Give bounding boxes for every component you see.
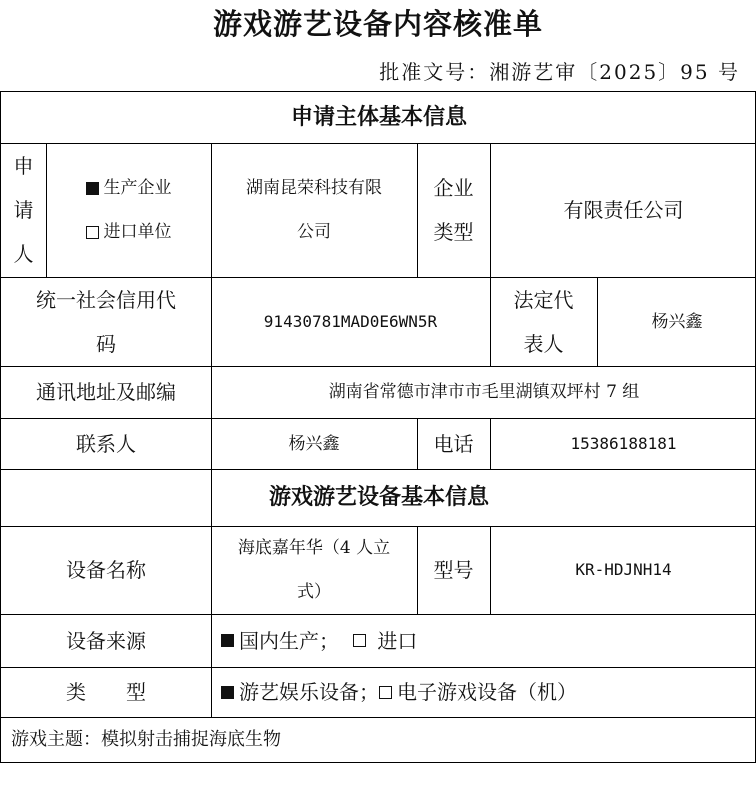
enterprise-type-label — [417, 143, 490, 277]
option-label: 国内生产； — [239, 628, 339, 653]
legal-rep-value: 杨兴鑫 — [651, 311, 703, 332]
phone-label: 电话 — [433, 431, 474, 456]
model-label: 型号 — [433, 558, 474, 582]
label-line: 统一社会信用代 — [36, 287, 176, 312]
option-label: 生产企业 — [103, 178, 172, 198]
device-source-label: 设备来源 — [66, 628, 146, 653]
applicant-label-char: 申 — [13, 154, 34, 178]
game-theme: 游戏主题：模拟射击捕捉海底生物 — [11, 729, 281, 750]
applicant-label — [1, 143, 46, 277]
address-label: 通讯地址及邮编 — [36, 380, 176, 404]
label-line: 法定代 — [513, 287, 574, 312]
option-domestic[interactable] — [221, 619, 339, 663]
category-options — [211, 667, 756, 717]
contact-value: 杨兴鑫 — [288, 433, 340, 454]
unchecked-box-icon — [86, 226, 99, 239]
approval-form-table — [0, 91, 756, 763]
applicant-label-char: 人 — [13, 242, 34, 266]
option-electronic-game[interactable] — [379, 670, 577, 714]
device-name-line: 式） — [296, 582, 331, 602]
contact-label: 联系人 — [76, 431, 136, 456]
company-name-line: 公司 — [297, 222, 331, 242]
checked-box-icon — [86, 182, 99, 195]
option-label: 电子游戏设备（机） — [397, 680, 577, 704]
checked-box-icon — [221, 686, 234, 699]
category-label: 类 型 — [66, 680, 146, 704]
device-source-options — [211, 614, 756, 667]
address-value: 湖南省常德市津市市毛里湖镇双坪村 7 组 — [328, 382, 640, 402]
device-name-value — [211, 526, 417, 614]
document-title: 游戏游艺设备内容核准单 — [212, 7, 543, 41]
legal-rep-label — [490, 277, 597, 366]
option-amusement[interactable] — [221, 670, 379, 714]
phone-value: 15386188181 — [570, 433, 677, 453]
company-name — [211, 143, 417, 277]
applicant-section-heading: 申请主体基本信息 — [290, 104, 467, 130]
device-name-line: 海底嘉年华（4 人立 — [237, 538, 391, 558]
enterprise-type-value: 有限责任公司 — [563, 198, 684, 222]
option-manufacturer[interactable] — [86, 166, 172, 210]
unchecked-box-icon — [379, 686, 392, 699]
credit-code-value: 91430781MAD0E6WN5R — [263, 311, 438, 331]
unchecked-box-icon — [353, 634, 366, 647]
approval-number: 批准文号：湘游艺审〔2025〕95 号 — [379, 60, 740, 84]
company-name-line: 湖南昆荣科技有限 — [246, 178, 382, 198]
checked-box-icon — [221, 634, 234, 647]
option-label: 进口单位 — [103, 222, 172, 242]
label-line: 码 — [96, 331, 116, 356]
device-section-heading: 游戏游艺设备基本信息 — [268, 484, 489, 510]
credit-code-label — [1, 277, 211, 366]
option-label: 游艺娱乐设备； — [239, 680, 379, 704]
label-line: 表人 — [523, 331, 564, 356]
label-line: 企业 — [433, 176, 474, 200]
label-line: 类型 — [433, 220, 474, 244]
option-label: 进口 — [371, 628, 418, 653]
applicant-label-char: 请 — [13, 198, 34, 222]
option-import[interactable] — [353, 619, 417, 663]
option-importer[interactable] — [86, 210, 172, 254]
device-name-label: 设备名称 — [66, 558, 146, 582]
applicant-type-options — [46, 143, 211, 277]
model-value: KR-HDJNH14 — [575, 560, 672, 579]
